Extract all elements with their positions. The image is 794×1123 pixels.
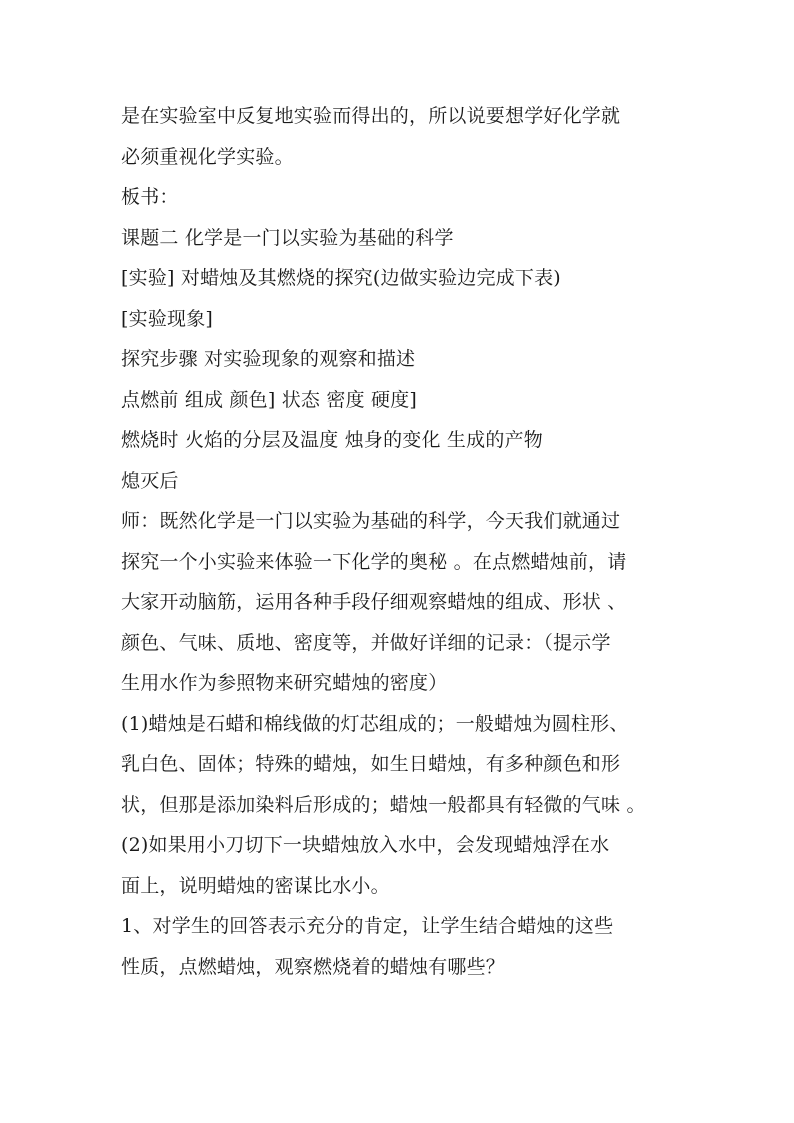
point-2-line-2: 面上，说明蜡烛的密谋比水小。	[121, 874, 390, 897]
point-1-line-3: 状，但那是添加染料后形成的；蜡烛一般都具有轻微的气味 。	[121, 793, 646, 816]
text-line-2: 必须重视化学实验。	[121, 145, 294, 168]
experiment-line: [实验] 对蜡烛及其燃烧的探究(边做实验边完成下表)	[121, 267, 561, 289]
text-line-1: 是在实验室中反复地实验而得出的，所以说要想学好化学就	[121, 105, 621, 127]
lesson-title: 课题二 化学是一门以实验为基础的科学	[121, 226, 454, 249]
text-line-11: 师：既然化学是一门以实验为基础的科学，今天我们就通过	[121, 510, 621, 532]
blackboard-heading: 板书：	[121, 186, 179, 208]
document-body	[121, 96, 681, 987]
step-1-line-2: 性质，点燃蜡烛，观察燃烧着的蜡烛有哪些？	[121, 955, 506, 978]
text-line-13: 大家开动脑筋，运用各种手段仔细观察蜡烛的组成、形状 、	[121, 591, 627, 613]
text-line-12: 探究一个小实验来体验一下化学的奥秘 。在点燃蜡烛前，请	[121, 550, 627, 573]
point-1-line-1: (1)蜡烛是石蜡和棉线做的灯芯组成的；一般蜡烛为圆柱形、	[121, 712, 629, 735]
step-1-line-1: 1、对学生的回答表示充分的肯定，让学生结合蜡烛的这些	[121, 915, 614, 937]
table-row-while-burning: 燃烧时 火焰的分层及温度 烛身的变化 生成的产物	[121, 429, 543, 451]
point-1-line-2: 乳白色、固体；特殊的蜡烛，如生日蜡烛，有多种颜色和形	[121, 753, 621, 775]
table-row-after-extinguish: 熄灭后	[121, 469, 179, 492]
table-row-before-lighting: 点燃前 组成 颜色] 状态 密度 硬度]	[121, 388, 418, 411]
text-line-15: 生用水作为参照物来研究蜡烛的密度）	[121, 672, 448, 694]
text-line-14: 颜色、气味、质地、密度等，并做好详细的记录：（提示学	[121, 631, 611, 654]
experiment-phenomenon-label: [实验现象]	[121, 307, 214, 330]
table-header-row: 探究步骤 对实验现象的观察和描述	[121, 348, 416, 370]
point-2-line-1: (2)如果用小刀切下一块蜡烛放入水中，会发现蜡烛浮在水	[121, 834, 610, 856]
